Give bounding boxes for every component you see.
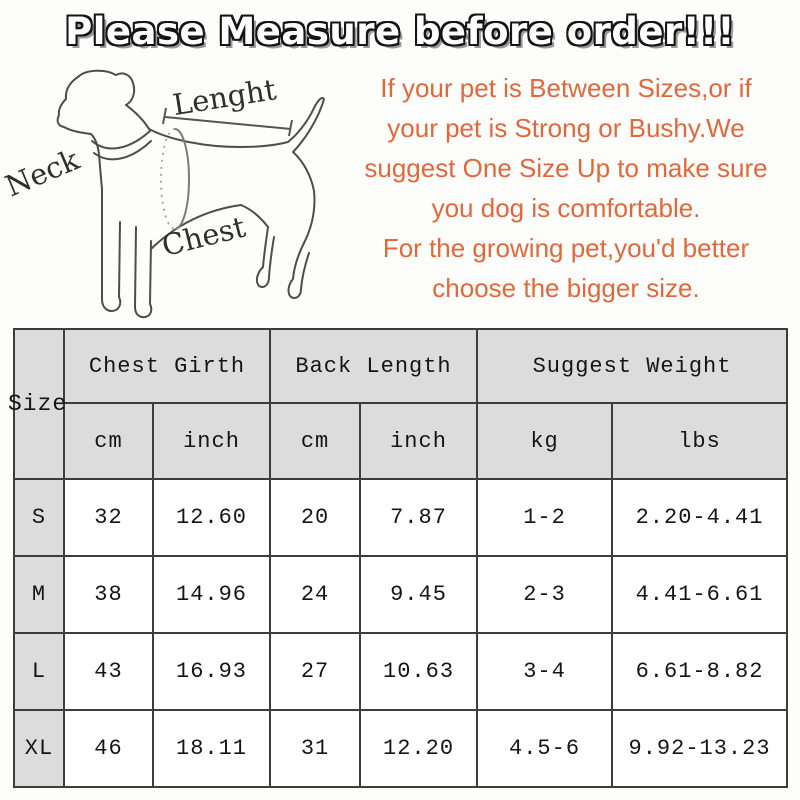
- chest-inch-cell: 14.96: [153, 556, 270, 633]
- back-cm-cell: 20: [270, 479, 360, 556]
- weight-kg-cell: 2-3: [477, 556, 612, 633]
- neck-label: Neck: [0, 142, 84, 204]
- col-group-back-length: Back Length: [270, 329, 477, 403]
- chest-inch-cell: 12.60: [153, 479, 270, 556]
- size-cell: L: [14, 633, 64, 710]
- table-group-header-row: [14, 329, 787, 403]
- length-label: Lenght: [170, 72, 279, 123]
- dog-measurement-diagram: [0, 57, 360, 327]
- advice-line: your pet is Strong or Bushy.We: [387, 113, 745, 143]
- unit-back-inch: inch: [360, 403, 477, 479]
- sizing-advice: [338, 68, 794, 308]
- table-row-s: [14, 479, 787, 556]
- advice-line: you dog is comfortable.: [431, 193, 701, 223]
- corner-size-header: Size: [14, 329, 64, 479]
- chest-girth-ellipse: [161, 129, 189, 229]
- back-inch-cell: 9.45: [360, 556, 477, 633]
- chest-cm-cell: 46: [64, 710, 153, 787]
- advice-line: choose the bigger size.: [432, 273, 700, 303]
- col-group-suggest-weight: Suggest Weight: [477, 329, 787, 403]
- weight-kg-cell: 4.5-6: [477, 710, 612, 787]
- size-chart-table: [8, 328, 788, 788]
- table-row-xl: [14, 710, 787, 787]
- weight-lbs-cell: 9.92-13.23: [612, 710, 787, 787]
- chest-inch-cell: 18.11: [153, 710, 270, 787]
- chest-label: Chest: [158, 209, 249, 264]
- chest-cm-cell: 32: [64, 479, 153, 556]
- chest-cm-cell: 43: [64, 633, 153, 710]
- table-unit-header-row: [14, 403, 787, 479]
- weight-lbs-cell: 4.41-6.61: [612, 556, 787, 633]
- size-cell: S: [14, 479, 64, 556]
- back-cm-cell: 27: [270, 633, 360, 710]
- advice-line: suggest One Size Up to make sure: [364, 153, 768, 183]
- size-cell: XL: [14, 710, 64, 787]
- unit-chest-inch: inch: [153, 403, 270, 479]
- weight-lbs-cell: 2.20-4.41: [612, 479, 787, 556]
- chest-cm-cell: 38: [64, 556, 153, 633]
- col-group-chest-girth: Chest Girth: [64, 329, 270, 403]
- size-cell: M: [14, 556, 64, 633]
- weight-lbs-cell: 6.61-8.82: [612, 633, 787, 710]
- unit-back-cm: cm: [270, 403, 360, 479]
- back-cm-cell: 31: [270, 710, 360, 787]
- table-row-m: [14, 556, 787, 633]
- chest-inch-cell: 16.93: [153, 633, 270, 710]
- advice-line: For the growing pet,you'd better: [382, 233, 750, 263]
- back-inch-cell: 10.63: [360, 633, 477, 710]
- advice-line: If your pet is Between Sizes,or if: [380, 73, 752, 103]
- back-inch-cell: 12.20: [360, 710, 477, 787]
- back-inch-cell: 7.87: [360, 479, 477, 556]
- weight-kg-cell: 1-2: [477, 479, 612, 556]
- back-cm-cell: 24: [270, 556, 360, 633]
- unit-chest-cm: cm: [64, 403, 153, 479]
- page-title: Please Measure before order!!!: [65, 10, 735, 53]
- unit-weight-kg: kg: [477, 403, 612, 479]
- unit-weight-lbs: lbs: [612, 403, 787, 479]
- table-row-l: [14, 633, 787, 710]
- weight-kg-cell: 3-4: [477, 633, 612, 710]
